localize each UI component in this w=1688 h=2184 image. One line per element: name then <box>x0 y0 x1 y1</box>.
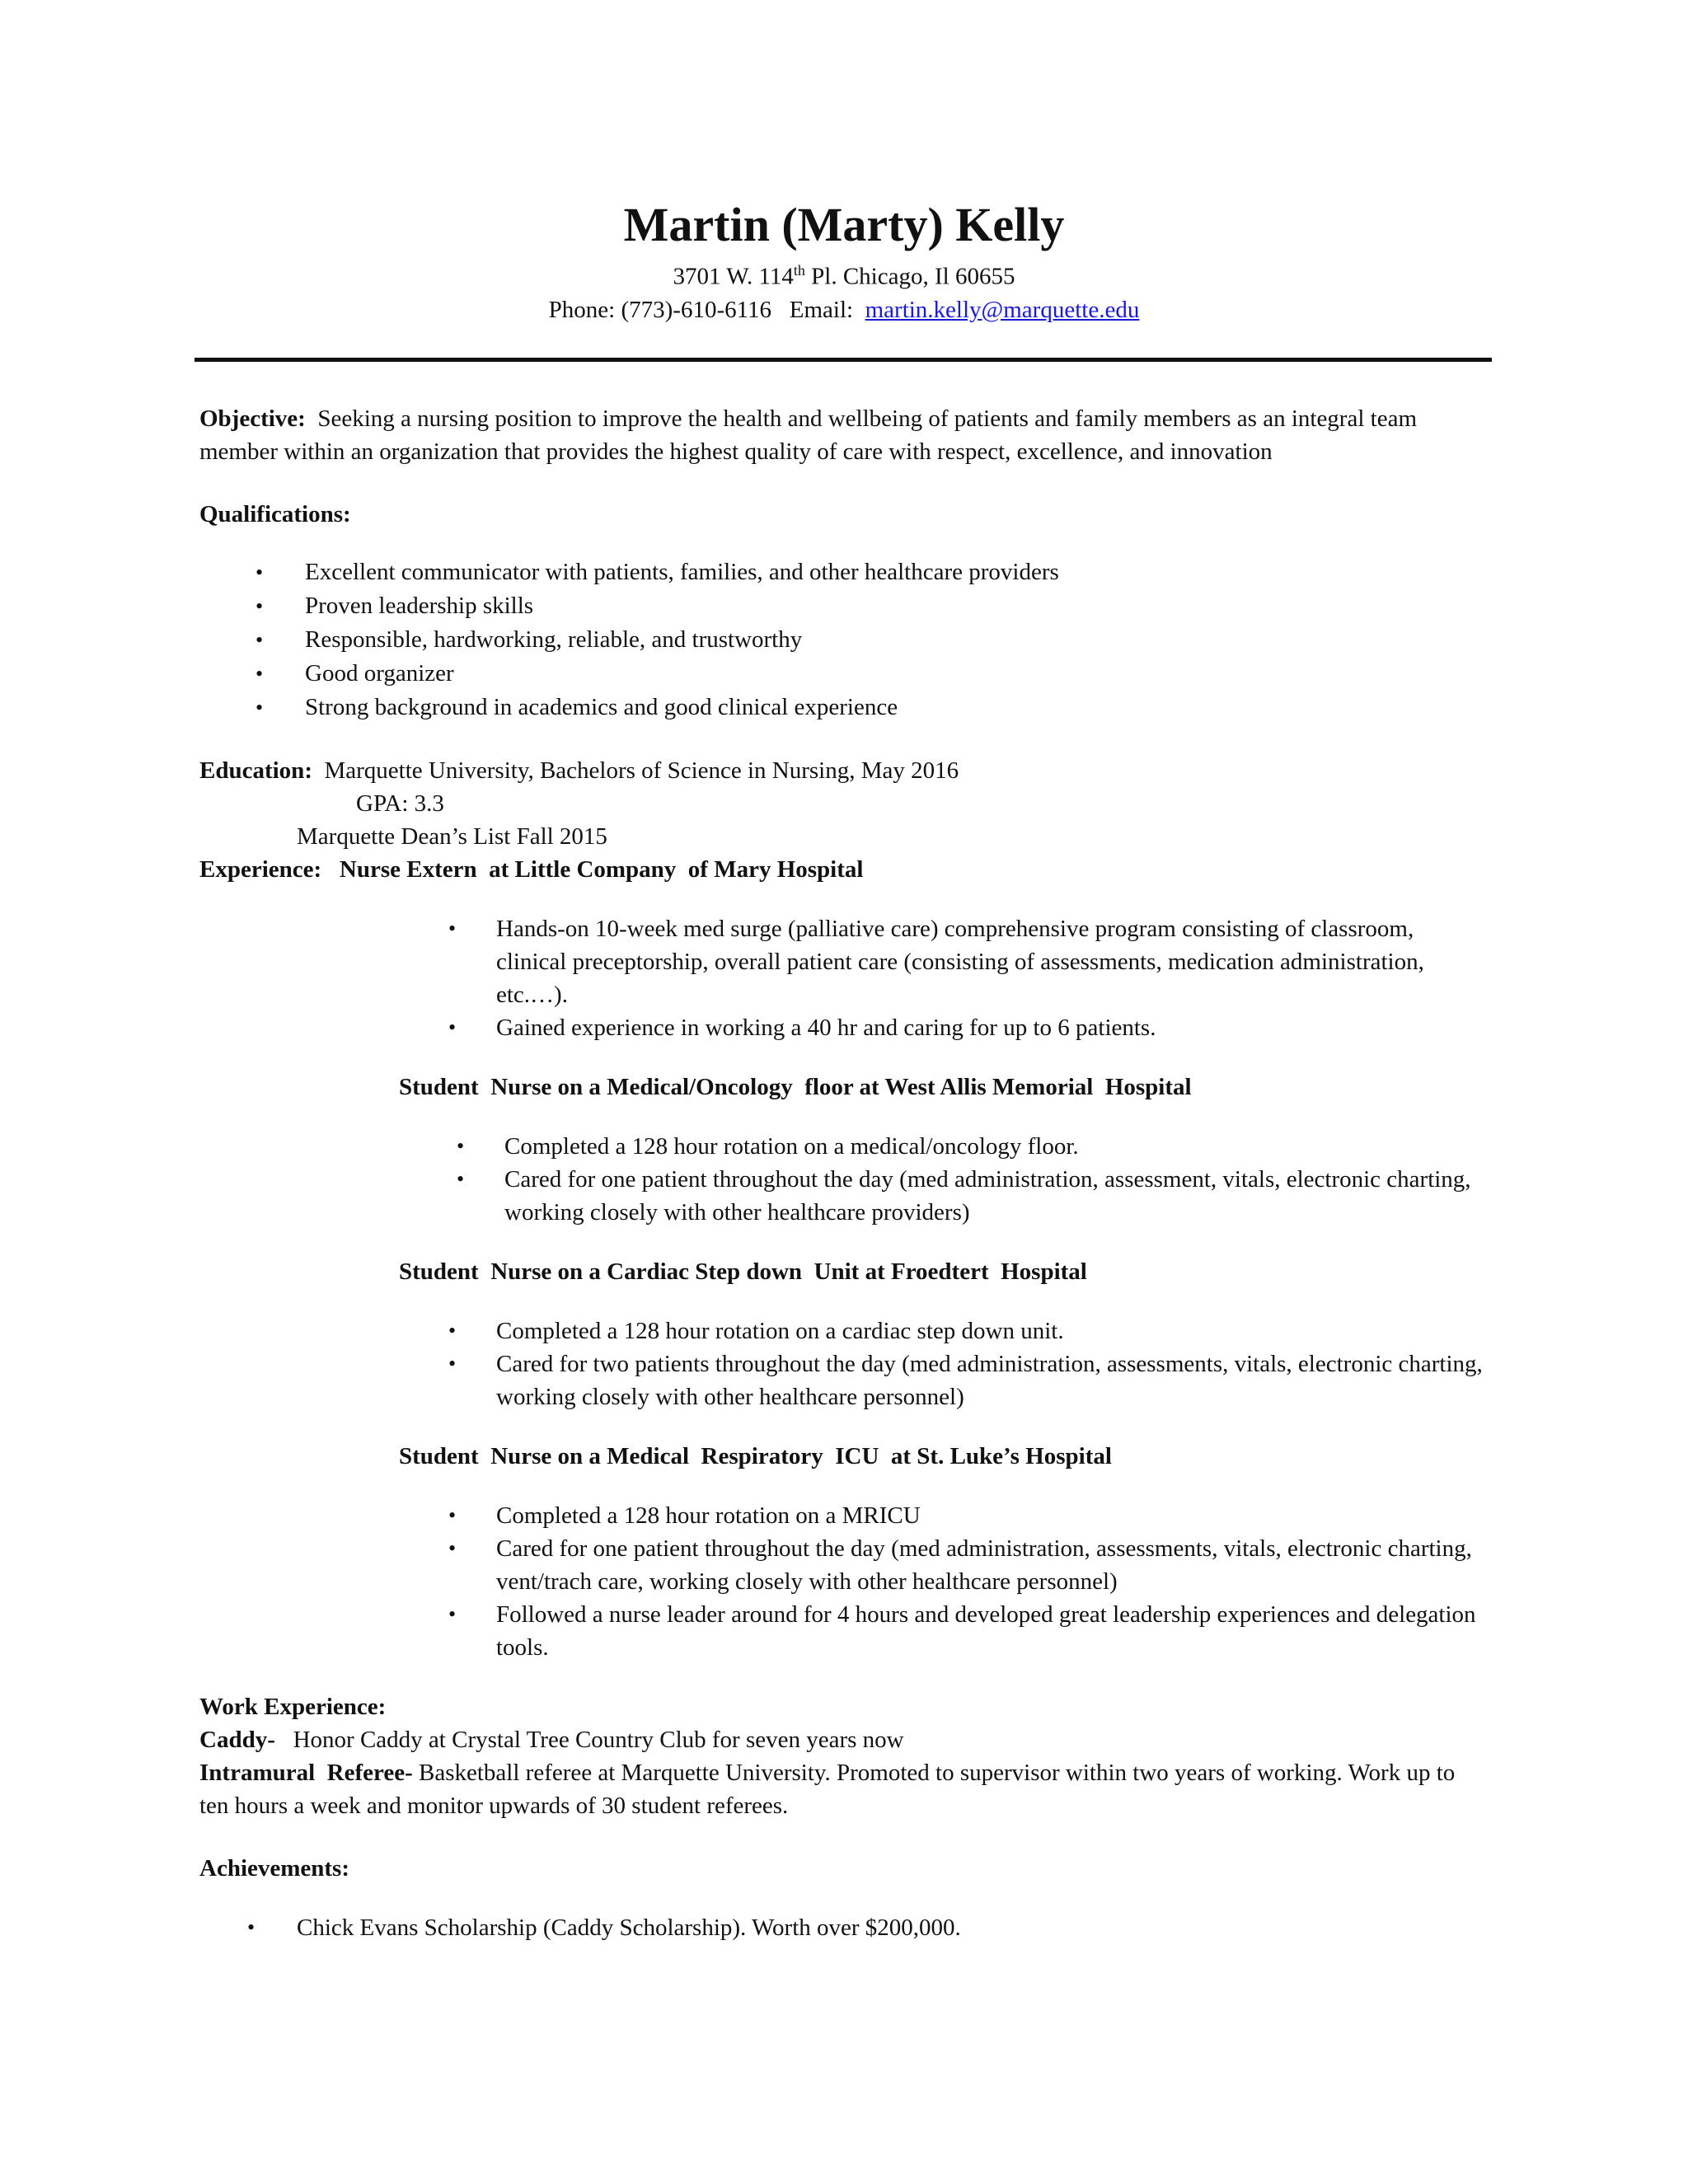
work-caddy <box>199 1723 1485 1756</box>
phone-text: Phone: (773)-610-6116 Email: <box>548 296 865 323</box>
list-item <box>199 1315 1485 1347</box>
list-item <box>199 623 1485 657</box>
list-item-text: Good organizer <box>305 660 454 687</box>
bullet-icon: • <box>448 1319 457 1343</box>
bullet-icon: • <box>256 628 264 652</box>
work-experience-heading: Work Experience: <box>199 1694 387 1720</box>
list-item <box>199 589 1485 623</box>
job-duties-list <box>199 1130 1485 1229</box>
list-item <box>199 691 1485 724</box>
page-title: Martin (Marty) Kelly <box>623 198 1065 251</box>
experience-label: Experience: <box>199 856 322 883</box>
education-gpa: GPA: 3.3 <box>356 790 444 817</box>
resume-body <box>199 402 1485 1944</box>
list-item-text: Proven leadership skills <box>305 593 534 619</box>
achievements-heading: Achievements: <box>199 1855 350 1882</box>
bullet-icon: • <box>448 1602 457 1626</box>
list-item <box>199 1163 1485 1229</box>
list-item <box>199 1347 1485 1413</box>
education-section <box>199 754 1485 787</box>
list-item <box>199 1532 1485 1598</box>
list-item-text: Cared for one patient throughout the day (med administration, assessment, vitals, electronic charting, working closely with other healthcare providers) <box>504 1166 1471 1226</box>
bullet-icon: • <box>256 594 264 618</box>
list-item <box>199 555 1485 589</box>
bullet-icon: • <box>448 916 457 940</box>
achievements-list <box>199 1911 1485 1944</box>
job-title: Student Nurse on a Cardiac Step down Unit at Froedtert Hospital <box>399 1258 1087 1285</box>
caddy-label: Caddy- <box>199 1727 275 1753</box>
caddy-text: Honor Caddy at Crystal Tree Country Club for seven years now <box>293 1727 904 1753</box>
objective-text: Seeking a nursing position to improve the health and wellbeing of patients and family members as an integral team member within an organization that provides the highest quality of care with respect, excellence, and innovation <box>199 405 1418 465</box>
list-item <box>199 1130 1485 1163</box>
list-item-text: Completed a 128 hour rotation on a MRICU <box>496 1502 921 1529</box>
job-title: Student Nurse on a Medical/Oncology floor at West Allis Memorial Hospital <box>399 1074 1192 1100</box>
job-duties-list <box>199 1315 1485 1413</box>
list-item-text: Chick Evans Scholarship (Caddy Scholarship). Worth over $200,000. <box>297 1915 961 1941</box>
qualifications-heading: Qualifications: <box>199 501 351 527</box>
email-link[interactable]: martin.kelly@marquette.edu <box>865 296 1140 323</box>
bullet-icon: • <box>457 1134 465 1158</box>
job-title: Student Nurse on a Medical Respiratory ICU at St. Luke’s Hospital <box>399 1443 1112 1469</box>
bullet-icon: • <box>256 662 264 686</box>
list-item-text: Hands-on 10-week med surge (palliative care) comprehensive program consisting of classroom, clinical preceptorship, overall patient care (consisting of assessments, medication administration, etc.…). <box>496 916 1424 1008</box>
list-item <box>199 1911 1485 1944</box>
list-item-text: Completed a 128 hour rotation on a medical/oncology floor. <box>504 1133 1079 1160</box>
qualifications-list <box>199 555 1485 724</box>
education-school: Marquette University, Bachelors of Science in Nursing, May 2016 <box>324 757 959 784</box>
resume-header <box>0 196 1688 326</box>
list-item-text: Strong background in academics and good clinical experience <box>305 694 898 720</box>
referee-label: Intramural Referee- <box>199 1760 413 1786</box>
education-honor: Marquette Dean’s List Fall 2015 <box>297 823 607 850</box>
job-title: Nurse Extern at Little Company of Mary Hospital <box>339 856 864 883</box>
bullet-icon: • <box>448 1015 457 1039</box>
job-duties-list <box>199 1499 1485 1664</box>
objective-label: Objective: <box>199 405 306 432</box>
experience-heading <box>199 853 1485 886</box>
bullet-icon: • <box>448 1352 457 1376</box>
address-ordinal: th <box>793 262 805 279</box>
list-item-text: Completed a 128 hour rotation on a cardiac step down unit. <box>496 1318 1064 1344</box>
education-label: Education: <box>199 757 312 784</box>
bullet-icon: • <box>448 1503 457 1527</box>
objective-section <box>199 402 1485 468</box>
bullet-icon: • <box>247 1915 256 1939</box>
job-duties-list <box>199 912 1485 1044</box>
list-item <box>199 1499 1485 1532</box>
list-item <box>199 912 1485 1011</box>
address-line <box>0 254 1688 293</box>
list-item <box>199 1598 1485 1664</box>
bullet-icon: • <box>457 1167 465 1191</box>
address-street: 3701 W. 114 <box>673 263 794 290</box>
list-item-text: Responsible, hardworking, reliable, and trustworthy <box>305 626 803 653</box>
list-item <box>199 1011 1485 1044</box>
list-item-text: Gained experience in working a 40 hr and caring for up to 6 patients. <box>496 1015 1156 1041</box>
bullet-icon: • <box>256 696 264 719</box>
list-item <box>199 657 1485 691</box>
list-item-text: Cared for one patient throughout the day (med administration, assessments, vitals, electronic charting, vent/trach care, working closely with other healthcare personnel) <box>496 1535 1472 1595</box>
list-item-text: Excellent communicator with patients, families, and other healthcare providers <box>305 559 1059 585</box>
work-referee <box>199 1756 1485 1822</box>
referee-text: Basketball referee at Marquette University. Promoted to supervisor within two years of working. Work up to ten hours a week and monitor upwards of 30 student referees. <box>199 1760 1456 1819</box>
header-divider <box>195 358 1492 362</box>
bullet-icon: • <box>256 560 264 584</box>
address-city: Pl. Chicago, Il 60655 <box>804 263 1015 290</box>
list-item-text: Cared for two patients throughout the day (med administration, assessments, vitals, electronic charting, working closely with other healthcare personnel) <box>496 1351 1483 1410</box>
list-item-text: Followed a nurse leader around for 4 hours and developed great leadership experiences and delegation tools. <box>496 1601 1476 1661</box>
contact-line <box>0 293 1688 326</box>
bullet-icon: • <box>448 1536 457 1560</box>
